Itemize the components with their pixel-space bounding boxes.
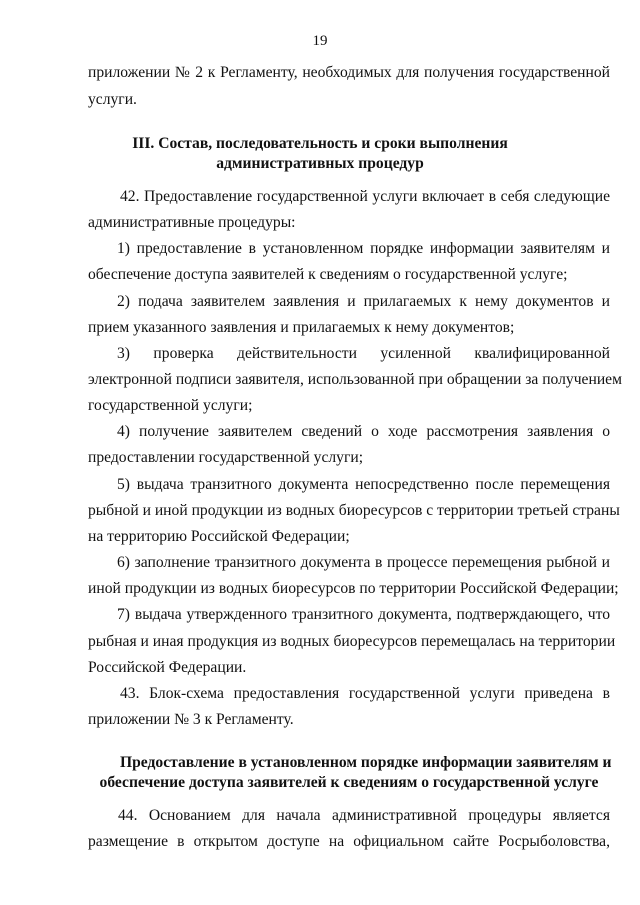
item3-line-2: электронной подписи заявителя, использованной при обращении за получением [88,371,622,388]
p44-line-2: размещение в открытом доступе на официальном сайте Росрыболовства, [88,833,610,850]
item7-line-1: 7) выдача утвержденного транзитного документа, подтверждающего, что [117,606,610,623]
intro-line-1: приложении № 2 к Регламенту, необходимых для получения государственной [88,64,610,81]
p42-line-1: 42. Предоставление государственной услуги включает в себя следующие [120,188,610,205]
item6-line-1: 6) заполнение транзитного документа в процессе перемещения рыбной и [117,554,610,571]
item1-line-2: обеспечение доступа заявителей к сведениям о государственной услуге; [88,266,568,283]
item5-line-2: рыбной и иной продукции из водных биоресурсов с территории третьей страны [88,502,620,519]
p43-line-2: приложении № 3 к Регламенту. [88,711,294,728]
item2-line-1: 2) подача заявителем заявления и прилагаемых к нему документов и [117,293,610,310]
subsection-heading-line-2: обеспечение доступа заявителей к сведениям о государственной услуге [99,774,599,791]
page-number: 19 [312,33,328,49]
item3-line-3: государственной услуги; [88,397,253,414]
p44-line-1: 44. Основанием для начала административной процедуры является [118,807,610,824]
item7-line-3: Российской Федерации. [88,659,247,676]
item3-line-1: 3) проверка действительности усиленной квалифицированной [117,345,610,362]
item2-line-2: прием указанного заявления и прилагаемых к нему документов; [88,319,515,336]
subsection-heading-line-1: Предоставление в установленном порядке информации заявителям и [120,754,612,771]
item6-line-2: иной продукции из водных биоресурсов по территории Российской Федерации; [88,580,619,597]
item5-line-1: 5) выдача транзитного документа непосредственно после перемещения [117,476,610,493]
p42-line-2: административные процедуры: [88,214,296,231]
p43-line-1: 43. Блок-схема предоставления государственной услуги приведена в [120,685,610,702]
item4-line-2: предоставлении государственной услуги; [88,449,364,466]
item4-line-1: 4) получение заявителем сведений о ходе рассмотрения заявления о [117,423,610,440]
item5-line-3: на территорию Российской Федерации; [88,528,350,545]
item7-line-2: рыбная и иная продукция из водных биоресурсов перемещалась на территории [88,633,616,650]
item1-line-1: 1) предоставление в установленном порядке информации заявителям и [117,240,610,257]
section-heading-line-1: III. Состав, последовательность и сроки выполнения [132,135,508,152]
intro-line-2: услуги. [88,91,137,108]
section-heading-line-2: административных процедур [216,155,424,172]
